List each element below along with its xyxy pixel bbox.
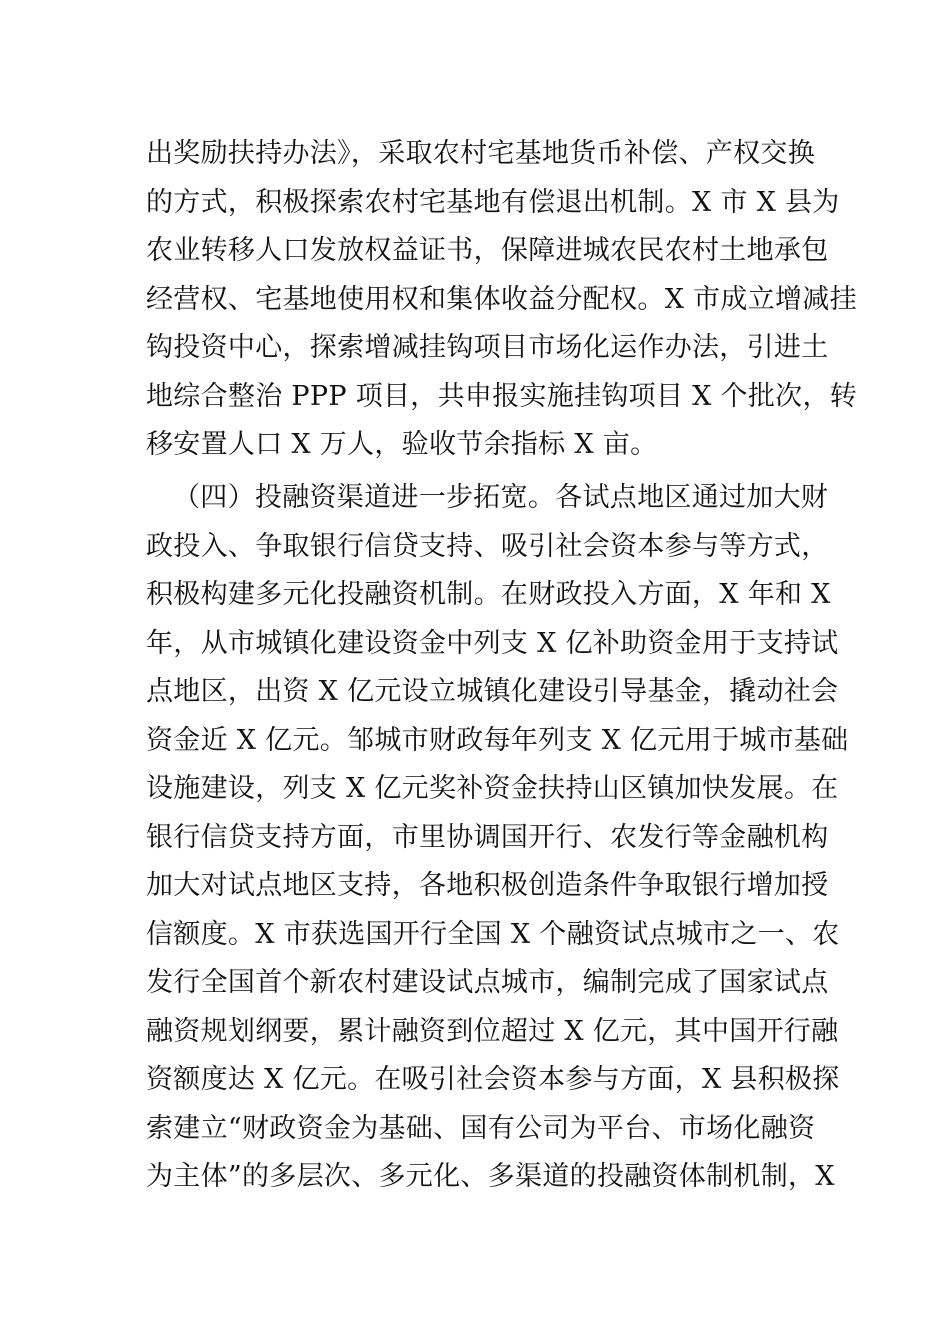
text-line: 移安置人口 X 万人，验收节余指标 X 亩。	[146, 429, 658, 460]
text-line: 出奖励扶持办法》，采取农村宅基地货币补偿、产权交换	[146, 138, 815, 169]
text-line: 积极构建多元化投融资机制。在财政投入方面，X 年和 X	[146, 579, 831, 610]
paragraph-financing	[146, 474, 849, 1202]
text-line: 索建立“财政资金为基础、国有公司为平台、市场化融资	[146, 1112, 816, 1144]
text-line: 地综合整治 PPP 项目，共申报实施挂钩项目 X 个批次，转	[146, 380, 858, 412]
text-line: 资金近 X 亿元。邹城市财政每年列支 X 亿元用于城市基础	[146, 724, 849, 756]
text-line: 经营权、宅基地使用权和集体收益分配权。X 市成立增减挂	[146, 283, 857, 315]
text-line: 点地区，出资 X 亿元设立城镇化建设引导基金，撬动社会	[146, 676, 839, 707]
text-line: 的方式，积极探索农村宅基地有偿退出机制。X 市 X 县为	[146, 186, 840, 218]
text-line: 政投入、争取银行信贷支持、吸引社会资本参与等方式，	[146, 530, 829, 562]
paragraph-continued	[146, 130, 858, 470]
text-line: 银行信贷支持方面，市里协调国开行、农发行等金融机构	[146, 821, 829, 853]
text-line-first: （四）投融资渠道进一步拓宽。各试点地区通过加大财	[173, 482, 829, 513]
text-line: 资额度达 X 亿元。在吸引社会资本参与方面，X 县积极探	[146, 1064, 840, 1095]
text-line: 发行全国首个新农村建设试点城市，编制完成了国家试点	[146, 967, 829, 998]
text-line: 信额度。X 市获选国开行全国 X 个融资试点城市之一、农	[146, 918, 840, 950]
text-line: 为主体”的多层次、多元化、多渠道的投融资体制机制，X	[146, 1161, 835, 1192]
text-line: 年，从市城镇化建设资金中列支 X 亿补助资金用于支持试	[146, 627, 839, 659]
text-line: 融资规划纲要，累计融资到位超过 X 亿元，其中国开行融	[146, 1015, 839, 1047]
text-line: 农业转移人口发放权益证书，保障进城农民农村土地承包	[146, 235, 829, 266]
text-line: 加大对试点地区支持，各地积极创造条件争取银行增加授	[146, 870, 829, 901]
text-line: 钩投资中心，探索增减挂钩项目市场化运作办法，引进土	[146, 332, 829, 363]
text-line: 设施建设，列支 X 亿元奖补资金扶持山区镇加快发展。在	[146, 773, 839, 804]
